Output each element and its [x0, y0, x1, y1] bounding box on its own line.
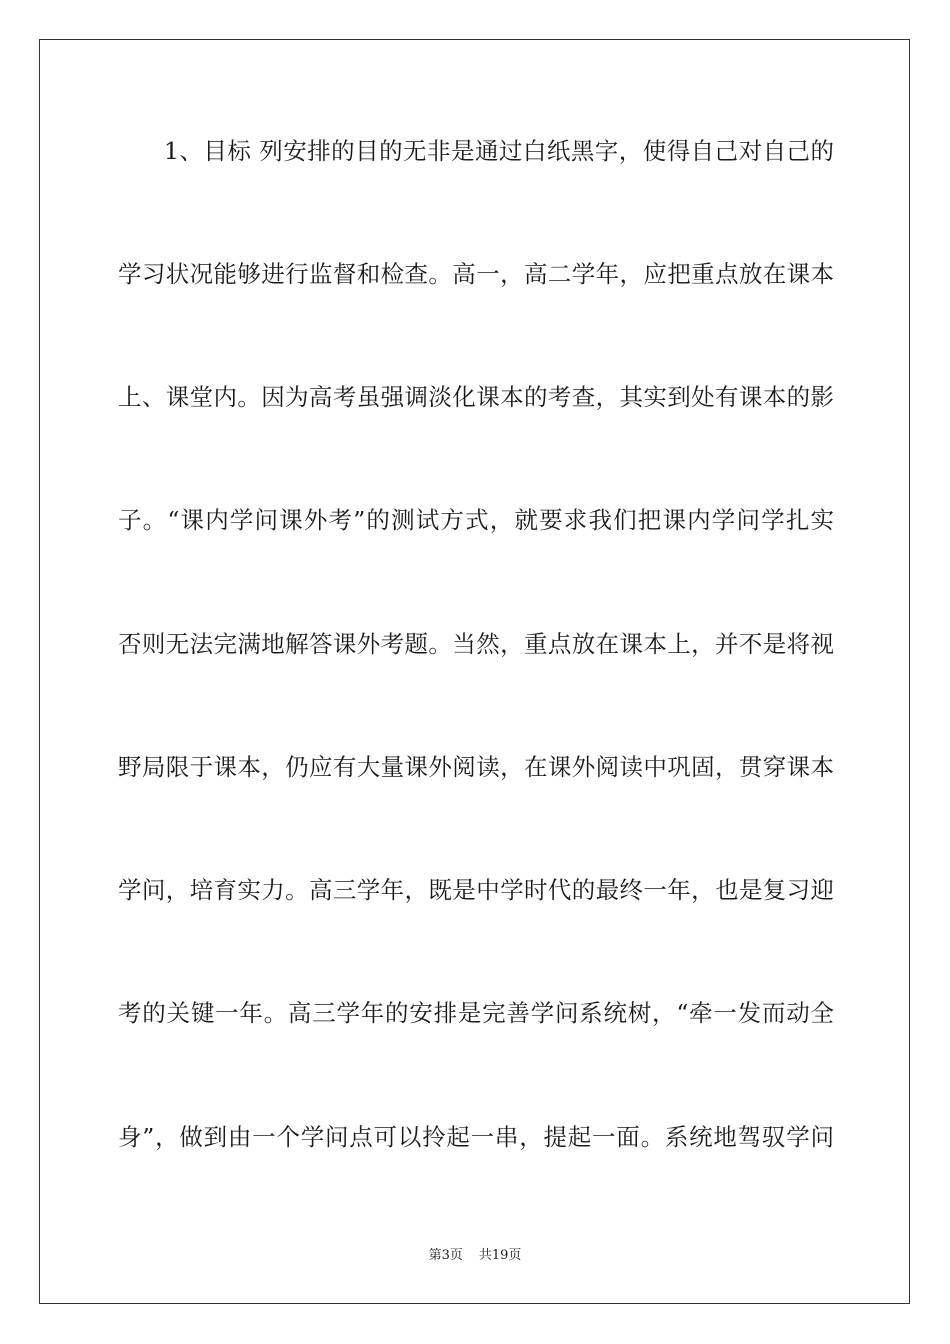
paragraph-line: 身”，做到由一个学问点可以拎起一串，提起一面。系统地驾驭学问 [118, 1123, 834, 1151]
page-total: 共19页 [478, 1248, 522, 1263]
paragraph-line: 1、目标 列安排的目的无非是通过白纸黑字，使得自己对自己的 [164, 137, 834, 165]
paragraph-line: 上、课堂内。因为高考虽强调淡化课本的考查，其实到处有课本的影 [118, 383, 834, 411]
paragraph-line: 考的关键一年。高三学年的安排是完善学问系统树，“牵一发而动全 [118, 999, 834, 1027]
page-footer [0, 1246, 950, 1266]
paragraph-line: 否则无法完满地解答课外考题。当然，重点放在课本上，并不是将视 [118, 630, 834, 658]
paragraph-line: 学习状况能够进行监督和检查。高一，高二学年，应把重点放在课本 [118, 260, 834, 288]
paragraph-line: 子。“课内学问课外考”的测试方式，就要求我们把课内学问学扎实 [118, 506, 834, 534]
page-number: 第3页 [428, 1248, 463, 1263]
paragraph-line: 学问，培育实力。高三学年，既是中学时代的最终一年，也是复习迎 [118, 876, 834, 904]
paragraph-line: 野局限于课本，仍应有大量课外阅读，在课外阅读中巩固，贯穿课本 [118, 753, 834, 781]
page-border [39, 39, 910, 1304]
